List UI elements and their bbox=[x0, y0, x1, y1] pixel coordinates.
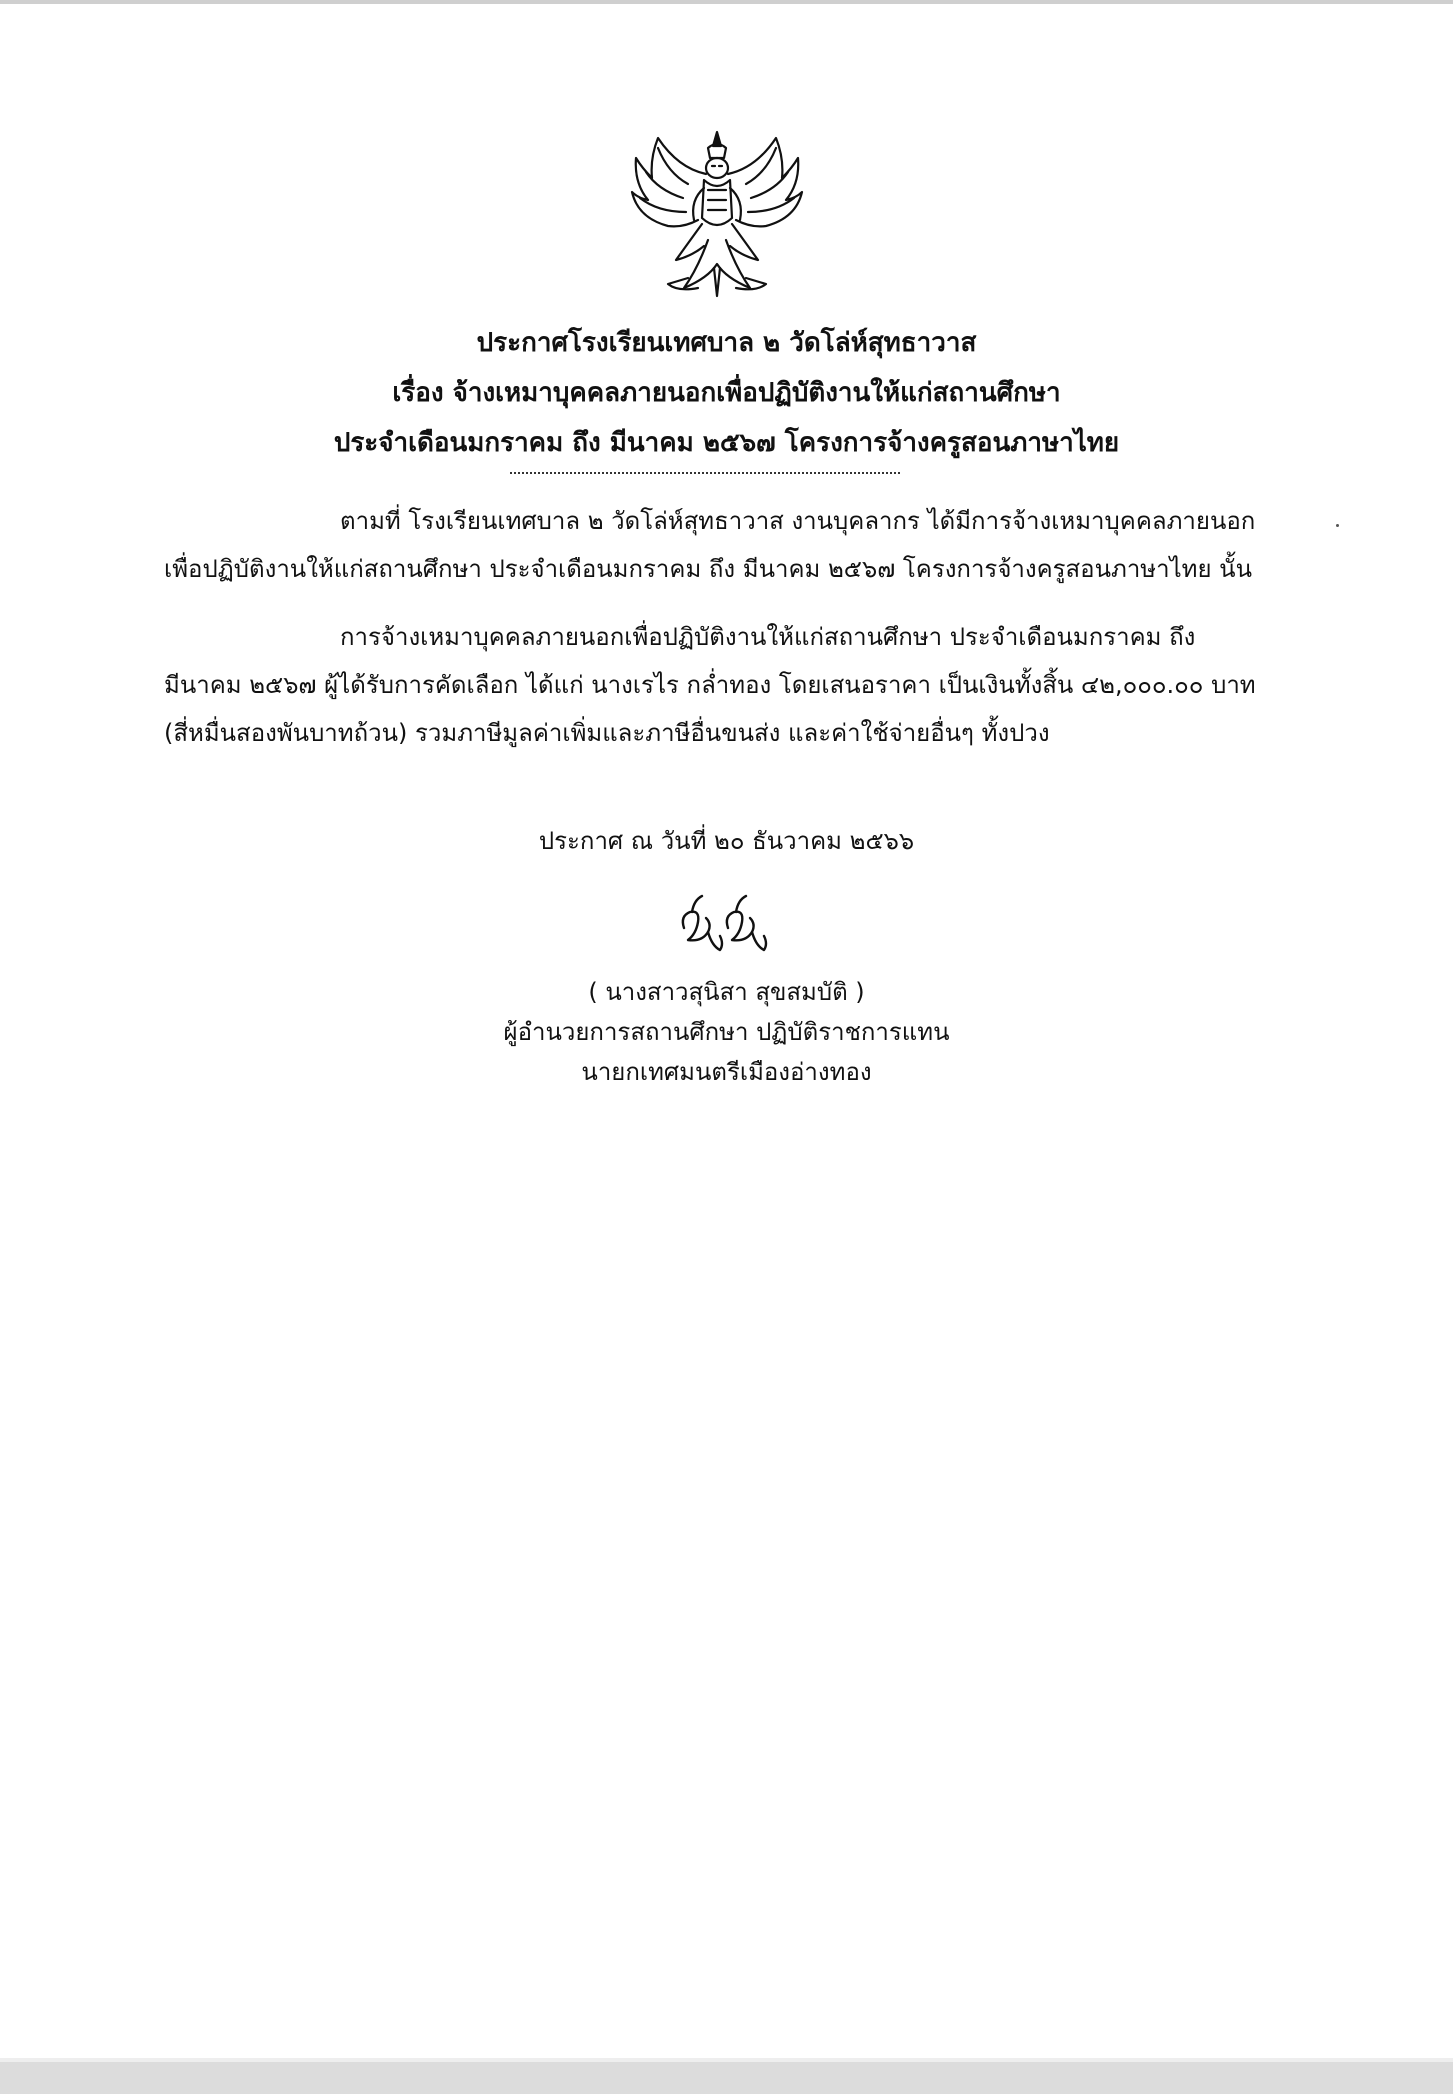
garuda-emblem-icon bbox=[628, 128, 806, 300]
dotted-separator bbox=[510, 472, 900, 474]
signer-name: ( นางสาวสุนิสา สุขสมบัติ ) bbox=[588, 978, 865, 1006]
signer-authority: นายกเทศมนตรีเมืองอ่างทอง bbox=[581, 1058, 872, 1086]
header-line-2: เรื่อง จ้างเหมาบุคคลภายนอกเพื่อปฏิบัติงานให้แก่สถานศึกษา bbox=[392, 378, 1061, 408]
document-header bbox=[0, 318, 1453, 468]
paragraph-2-line-3: (สี่หมื่นสองพันบาทถ้วน) รวมภาษีมูลค่าเพิ่มและภาษีอื่นขนส่ง และค่าใช้จ่ายอื่นๆ ทั้งปวง bbox=[164, 719, 1050, 747]
header-line-1: ประกาศโรงเรียนเทศบาล ๒ วัดโล่ห์สุทธาวาส bbox=[476, 328, 977, 358]
signer-position: ผู้อำนวยการสถานศึกษา ปฏิบัติราชการแทน bbox=[503, 1018, 950, 1046]
header-line-3: ประจำเดือนมกราคม ถึง มีนาคม ๒๕๖๗ โครงการจ้างครูสอนภาษาไทย bbox=[333, 428, 1120, 458]
paragraph-1-line-1: ตามที่ โรงเรียนเทศบาล ๒ วัดโล่ห์สุทธาวาส งานบุคลากร ได้มีการจ้างเหมาบุคคลภายนอก bbox=[340, 507, 1256, 535]
handwritten-signature bbox=[672, 888, 782, 958]
announcement-date: ประกาศ ณ วันที่ ๒๐ ธันวาคม ๒๕๖๖ bbox=[538, 827, 915, 855]
paragraph-2-line-1: การจ้างเหมาบุคคลภายนอกเพื่อปฏิบัติงานให้แก่สถานศึกษา ประจำเดือนมกราคม ถึง bbox=[340, 623, 1196, 651]
page-bottom-strip bbox=[0, 2062, 1453, 2094]
paragraph-1-line-2: เพื่อปฏิบัติงานให้แก่สถานศึกษา ประจำเดือนมกราคม ถึง มีนาคม ๒๕๖๗ โครงการจ้างครูสอนภาษาไทย นั้น bbox=[164, 555, 1252, 583]
signer-block bbox=[0, 972, 1453, 1092]
paragraph-2-line-2: มีนาคม ๒๕๖๗ ผู้ได้รับการคัดเลือก ได้แก่ นางเรไร กล่ำทอง โดยเสนอราคา เป็นเงินทั้งสิ้น ๔๒,๐๐๐.๐๐ บาท bbox=[164, 671, 1256, 699]
page-top-border bbox=[0, 0, 1453, 4]
